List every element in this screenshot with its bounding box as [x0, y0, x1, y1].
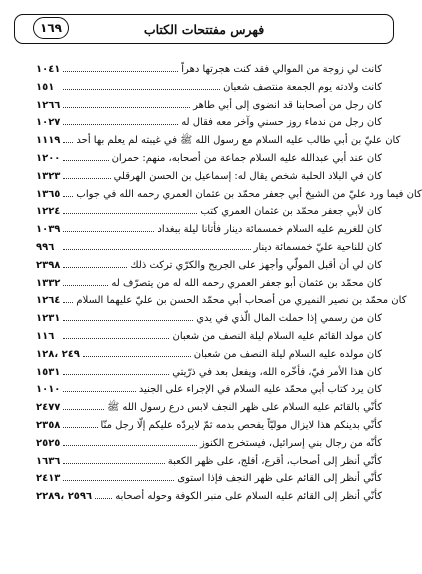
- entry-page-number: ٩٩٦: [36, 241, 55, 253]
- index-entry: [36, 78, 382, 96]
- index-entry: [36, 220, 382, 238]
- entry-page-number: ١٦٣٦: [36, 455, 61, 467]
- index-entry: [36, 96, 382, 114]
- entry-text: كانت لي زوجة من الموالي فقد كنت هجرتها دهراً: [181, 64, 382, 75]
- dot-leader: [63, 202, 197, 214]
- dot-leader: [63, 469, 174, 481]
- dot-leader: [63, 452, 164, 464]
- entry-text: كان مولده عليه السلام ليلة النصف من شعبان: [193, 348, 382, 360]
- dot-leader: [63, 416, 97, 428]
- index-entry: [36, 434, 382, 452]
- dot-leader: [63, 380, 135, 392]
- entry-text: كان عليّ بن أبي طالب عليه السلام مع رسول الله ﷺ في غيبته لم يعلم بها أحد: [76, 135, 401, 147]
- dot-leader: [63, 309, 193, 321]
- entry-text: كأنّي بدينكم هذا لايزال موليّاً يفحص بدمه ثمّ لايردّه عليكم إلّا رجل منّا: [100, 419, 382, 431]
- entry-text: كان عند أبي عبدالله عليه السلام جماعة من أصحابه، منهم: حمران: [111, 152, 382, 164]
- entry-page-number: ٢٤٩ ،١٢٨: [36, 348, 80, 360]
- entry-page-number: ٢٣٥٨: [36, 419, 61, 431]
- entry-page-number: ١٢٦٤: [36, 295, 61, 307]
- entry-text: كان لأبي جعفر محمّد بن عثمان العمري كتب: [200, 206, 382, 218]
- entry-text: كان يرد كتاب أبي محمّد عليه السلام في الإجراء على الجنيد: [138, 384, 382, 396]
- index-entry: [36, 60, 382, 78]
- index-entry: [36, 416, 382, 434]
- entry-page-number: ٢٤١٣: [36, 473, 61, 485]
- dot-leader: [63, 149, 108, 161]
- dot-leader: [63, 78, 220, 90]
- index-entry: [36, 327, 382, 345]
- entry-text: كان فيما ورد عليّ من الشيخ أبي جعفر محمّد بن عثمان العمري رحمه الله في جواب: [76, 188, 422, 200]
- dot-leader: [95, 487, 112, 499]
- entry-page-number: ٢٤٧٧: [36, 402, 61, 414]
- index-entry-list: [36, 60, 422, 505]
- dot-leader: [63, 291, 73, 303]
- entry-page-number: ١٢٣١: [36, 313, 61, 325]
- entry-text: كان رجل من أصحابنا قد انضوى إلى أبي طاهر: [193, 99, 382, 111]
- dot-leader: [63, 327, 169, 339]
- entry-text: كأنّي أنظر إلى القائم عليه السلام على منبر الكوفة وحوله أصحابه: [115, 491, 382, 503]
- index-entry: [36, 363, 382, 381]
- dot-leader: [63, 96, 190, 108]
- dot-leader: [63, 434, 197, 446]
- entry-text: كان للغريم عليه السلام خمسمائة دينار فأتانا ليلة ببغداد: [157, 224, 382, 236]
- entry-page-number: ١٠١٠: [36, 384, 61, 396]
- entry-text: كان للناحية عليّ خمسمائة دينار: [253, 241, 382, 253]
- index-entry: [36, 167, 382, 185]
- index-entry: [36, 185, 422, 203]
- entry-page-number: ١٢٢٤: [36, 206, 61, 218]
- index-entry: [36, 380, 382, 398]
- entry-page-number: ١١١٩: [36, 135, 61, 147]
- entry-text: كان محمّد بن عثمان أبو جعفر العمري رحمه الله له من يتصرّف له: [111, 277, 382, 289]
- entry-text: كان لي أن أقبل المولّي وأجهز على الجريح والكرّي تركت ذلك: [130, 259, 382, 271]
- entry-page-number: ١٣٦٥: [36, 188, 61, 200]
- index-entry: [36, 131, 401, 149]
- page-number: ١٦٩: [33, 17, 69, 39]
- entry-page-number: ٢٣٩٨: [36, 259, 61, 271]
- index-entry: [36, 202, 382, 220]
- entry-text: كان مولد القائم عليه السلام ليلة النصف من شعبان: [172, 330, 382, 342]
- entry-text: كأنّي أنظر إلى القائم على ظهر النجف فإذا استوى: [177, 473, 382, 485]
- entry-text: كان محمّد بن نصير النميري من أصحاب أبي محمّد الحسن بن عليّ عليهما السلام: [76, 295, 407, 307]
- index-entry: [36, 469, 382, 487]
- entry-page-number: ١٠٣٩: [36, 224, 61, 236]
- dot-leader: [63, 274, 108, 286]
- dot-leader: [63, 238, 251, 250]
- index-entry: [36, 149, 382, 167]
- entry-text: كان من رسمي إذا حملت المال الّذي في يدي: [196, 313, 382, 325]
- index-entry: [36, 345, 382, 363]
- dot-leader: [63, 256, 127, 268]
- index-entry: [36, 452, 382, 470]
- dot-leader: [63, 220, 154, 232]
- dot-leader: [63, 363, 169, 375]
- entry-page-number: ٢٥٩٦ ،٢٢٨٩: [36, 491, 93, 503]
- page-header: [14, 14, 394, 44]
- index-entry: [36, 309, 382, 327]
- dot-leader: [63, 113, 178, 125]
- dot-leader: [63, 398, 104, 410]
- entry-text: كان رجل من ندماء روز حسني وآخر معه فقال له: [181, 117, 382, 129]
- index-entry: [36, 487, 382, 505]
- entry-page-number: ١٢٦٦: [36, 99, 61, 111]
- entry-text: كان هذا الأمر فيّ، فأخّره الله، ويفعل بعد في ذرّيتي: [172, 366, 382, 378]
- entry-page-number: ١٥٣١: [36, 366, 61, 378]
- entry-page-number: ١٥١: [36, 81, 55, 93]
- entry-page-number: ١١٦: [36, 330, 55, 342]
- index-entry: [36, 398, 382, 416]
- dot-leader: [63, 131, 73, 143]
- entry-text: كأنّه من رجال بني إسرائيل، فيستخرج الكنوز: [199, 437, 382, 449]
- header-title: فهرس مفتتحات الكتاب: [143, 21, 265, 37]
- dot-leader: [63, 60, 178, 72]
- index-entry: [36, 291, 407, 309]
- entry-text: كأنّي أنظر إلى أصحاب، أقرع، أفلج، على ظهر الكعبة: [167, 455, 382, 467]
- entry-text: كأنّي بالقائم عليه السلام على ظهر النجف لابس درع رسول الله ﷺ: [107, 402, 382, 414]
- entry-page-number: ٢٥٢٥: [36, 437, 61, 449]
- index-entry: [36, 113, 382, 131]
- dot-leader: [63, 167, 110, 179]
- index-entry: [36, 274, 382, 292]
- index-entry: [36, 238, 382, 256]
- dot-leader: [63, 185, 73, 197]
- entry-page-number: ١٠٢٧: [36, 117, 61, 129]
- index-entry: [36, 256, 382, 274]
- entry-text: كان في البلاد الحلبة شخص يقال له: إسماعيل بن الحسن الهرقلي: [113, 170, 382, 182]
- entry-page-number: ١٢٠٠: [36, 152, 61, 164]
- entry-page-number: ١٣٣٢: [36, 277, 61, 289]
- entry-page-number: ١٠٤١: [36, 64, 61, 75]
- dot-leader: [83, 345, 191, 357]
- entry-page-number: ١٣٢٣: [36, 170, 61, 182]
- entry-text: كانت ولادته يوم الجمعة منتصف شعبان: [223, 81, 382, 93]
